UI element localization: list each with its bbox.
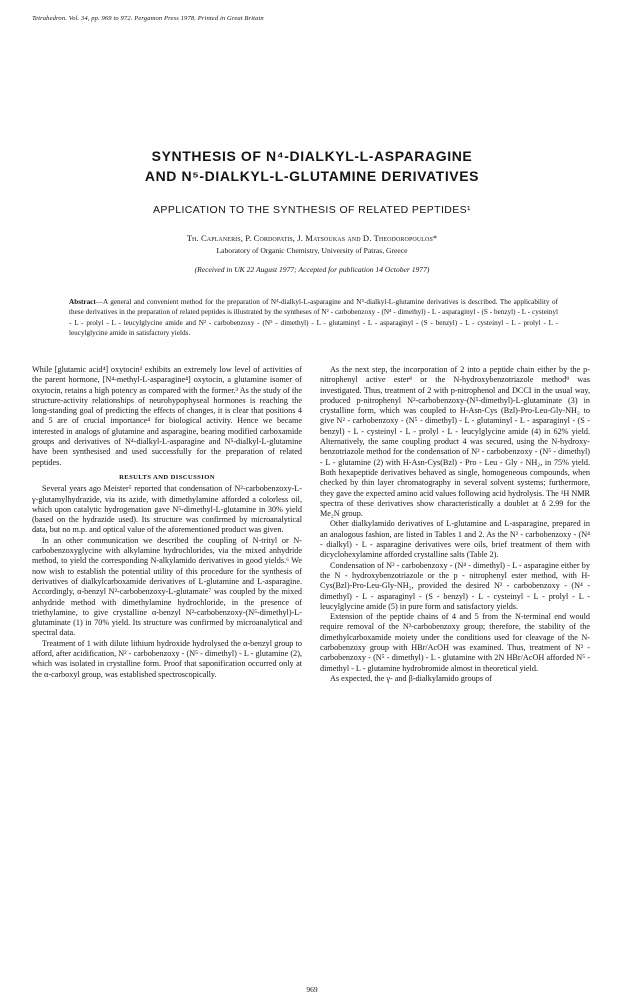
paragraph: As expected, the γ- and β-dialkylamido groups of — [330, 673, 492, 683]
page-number: 969 — [306, 985, 318, 994]
article-subtitle: APPLICATION TO THE SYNTHESIS OF RELATED PEPTIDES¹ — [153, 204, 471, 216]
running-head: Tetrahedron. Vol. 34, pp. 969 to 972. Pergamon Press 1978. Printed in Great Britain — [32, 15, 264, 22]
received-dates: (Received in UK 22 August 1977; Accepted for publication 14 October 1977) — [194, 265, 430, 274]
article-title-line-1: SYNTHESIS OF N⁴-DIALKYL-L-ASPARAGINE — [151, 148, 473, 164]
abstract — [69, 297, 558, 343]
paragraph: Extension of the peptide chains of 4 and 5 from the N-terminal end would require removal of the N²-carbobenzoxy group; therefore, the stability of the dimethylcarboxamide moiety under the conditions used for cleavage of the N-carbobenzoxy group with HBr/AcOH was examined. Thus, treatment of N² - carbobenzoxy - (N⁵ - dimethyl) - L - glutamine with 2N HBr/AcOH afforded N⁵ - dimethyl - L - glutamine hydrobromide almost in theoretical yield. — [320, 612, 590, 673]
section-heading: RESULTS AND DISCUSSION — [119, 473, 215, 481]
paragraph: Other dialkylamido derivatives of L-glutamine and L-asparagine, prepared in an analogous fashion, are listed in Tables 1 and 2. As the N² - carbobenzoxy - (N⁴ - dialkyl) - L - asparagine derivatives were oils, brief treatment of them with dicyclohexylamine afforded crystalline salts (Table 2). — [320, 519, 590, 560]
left-column — [32, 365, 302, 680]
paragraph: While [glutamic acid⁴] oxytocin² exhibits an extremely low level of activities of the parent hormone, [N⁴-methyl-L-asparagine⁴] oxytocin, a glutamine isomer of oxytocin, retains a high potency as compared with the former.³ As the study of the structure-activity relationships of neurohypophyseal hormones is reaching the long-standing goal of predicting the effects of changes, it is clear that positions 4 and 5 are of crucial importance⁴ for biological activity. Hence we became interested in analogs of glutamine and asparagine, bearing modified carboxamide groups and derivatives of N⁴-dialkyl-L-asparagine and N⁵-dialkyl-L-glutamine have been synthesised and used successfully for the preparation of related peptides. — [32, 365, 302, 467]
abstract-text: —A general and convenient method for the preparation of N⁴-dialkyl-L-asparagine and N⁵-dialkyl-L-glutamine derivatives is described. The applicability of these derivatives in the preparation of related peptides is illustrated by the syntheses of N² - carbobenzoxy - (N⁴ - dimethyl) - L - asparaginyl - (S - benzyl) - L - cysteinyl - L - prolyl - L - leucylglycine amide and N² - carbobenzoxy - (N⁵ - dimethyl) - L - glutaminyl - L - asparaginyl - (S - benzyl) - L - cysteinyl - L - prolyl - L - leucylglycine amide in satisfactory yields. — [69, 298, 558, 337]
paragraph: Treatment of 1 with dilute lithium hydroxide hydrolysed the α-benzyl group to afford, after acidification, N² - carbobenzoxy - (N⁵ - dimethyl) - L - glutamine (2), which was isolated in crystalline form. Proof that saponification occurred only at the α-carboxyl group, was established spectroscopically. — [32, 638, 302, 679]
paragraph: As the next step, the incorporation of 2 into a peptide chain either by the p-nitrophenyl active ester⁸ or the N-hydroxybenzotriazole method⁹ was investigated. Thus, treatment of 2 with p-nitrophenol and DCCI in the usual way, produced p-nitrophenyl N²-carbobenzoxy-(N⁵-dimethyl)-L-glutaminate (3) in crystalline form, which was coupled to H-Asn-Cys (Bzl)-Pro-Leu-Gly-NH₂ to give N² - carbobenzoxy - (N⁵ - dimethyl) - L - glutaminyl - L - asparaginyl - (S - benzyl) - L - cysteinyl - L - prolyl - L - leucylglycine amide (4) in 62% yield. Alternatively, the same coupling product 4 was secured, using the N-hydroxy-benzotriazole method for the condensation of N² - carbobenzoxy - (N⁵ - dimethyl) - L - glutamine (2) with H-Asn-Cys(Bzl) - Pro - Leu - Gly - NH₂, in 75% yield. Both hexapeptide derivatives behaved as single, homogeneous compounds, when checked by thin layer chromatography in several solvent systems; furthermore, they gave the expected amino acid values following acid hydrolysis. The ¹H NMR spectra of these derivatives show characteristically a doublet at δ 2.99 for the Me₂N group. — [320, 365, 590, 519]
right-column — [320, 365, 590, 684]
abstract-label: Abstract — [69, 298, 96, 306]
author-list: Th. Caplaneris, P. Cordopatis, J. Matsoukas and D. Theodoropoulos* — [186, 233, 438, 243]
paragraph: In an other communication we described the coupling of N-trityl or N-carbobenzoxyglycine with alkylamine hydrochlorides, via the mixed anhydride method, to yield the corresponding N-alkylamido derivatives in good yields.⁶ We now wish to establish the potential utility of this procedure for the synthesis of derivatives of dialkylcarboxamide derivatives of L-glutamine and L-asparagine. Accordingly, α-benzyl N²-carbobenzoxy-L-glutamate⁷ was coupled by the mixed anhydride method with dimethylamine hydrochloride, in the presence of triethylamine, to give crystalline α-benzyl N²-carbobenzoxy-(N⁵-dimethyl)-L-glutaminate (1) in 70% yield. Its structure was confirmed by microanalytical and spectral data. — [32, 535, 302, 638]
affiliation: Laboratory of Organic Chemistry, University of Patras, Greece — [216, 246, 408, 255]
article-title-line-2: AND N⁵-DIALKYL-L-GLUTAMINE DERIVATIVES — [144, 168, 480, 184]
title-block — [0, 146, 624, 274]
paragraph: Several years ago Meister⁵ reported that condensation of N²-carbobenzoxy-L-γ-glutamylhydrazide, via its azide, with dimethylamine afforded a colorless oil, which upon catalytic hydrogenation gave N⁵-dimethyl-L-glutamine in 30% yield (based on the hydrazide used). Its structure was confirmed by microanalytical data, but no m.p. and optical value of the aforementioned product was given. — [32, 484, 302, 535]
paragraph: Condensation of N² - carbobenzoxy - (N⁴ - dimethyl) - L - asparagine either by the N - hydroxybenzotriazole or the p - nitrophenyl ester method, with H-Cys(Bzl)-Pro-Leu-Gly-NH₂, provided the desired N² - carbobenzoxy - (N⁴ - dimethyl) - L - asparaginyl - (S - benzyl) - L - cysteinyl - L - prolyl - L - leucylglycine amide (5) in pure form and satisfactory yields. — [320, 560, 590, 611]
